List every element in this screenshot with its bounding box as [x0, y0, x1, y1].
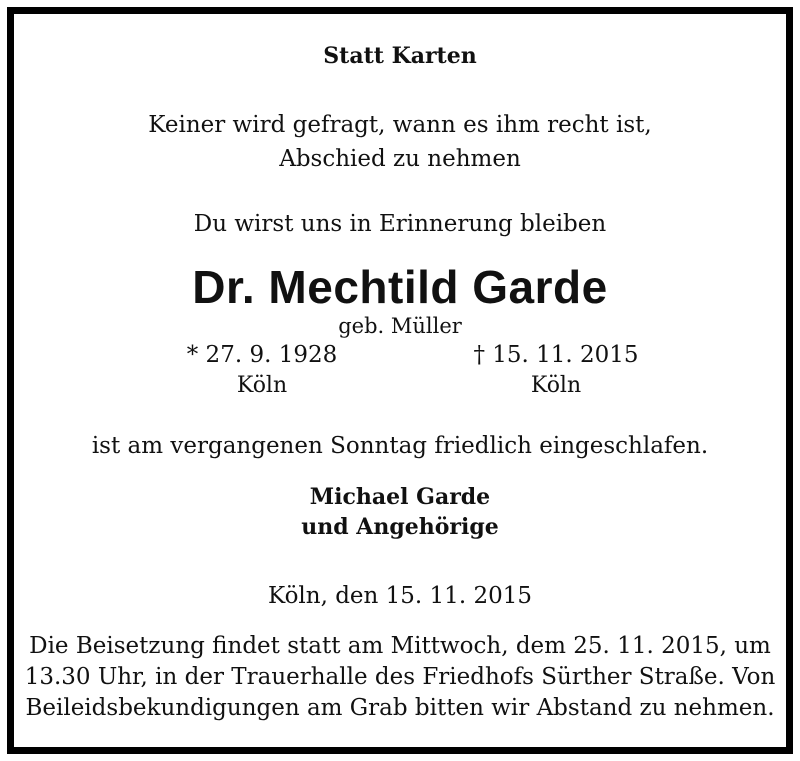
city-date-line: Köln, den 15. 11. 2015	[268, 583, 532, 609]
death-date: † 15. 11. 2015	[473, 342, 639, 368]
obituary-notice	[7, 7, 793, 754]
remembrance-line: Du wirst uns in Erinnerung bleiben	[193, 211, 607, 237]
quote-line-1: Keiner wird gefragt, wann es ihm recht ist,	[148, 112, 652, 138]
funeral-line-2: 13.30 Uhr, in der Trauerhalle des Friedhofs Sürther Straße. Von	[24, 664, 776, 690]
death-place: Köln	[530, 373, 582, 398]
quote-line-2: Abschied zu nehmen	[279, 146, 521, 172]
notice-header: Statt Karten	[323, 43, 477, 69]
family-line-1: Michael Garde	[309, 484, 491, 510]
birth-place: Köln	[236, 373, 288, 398]
funeral-line-1: Die Beisetzung findet statt am Mittwoch, dem 25. 11. 2015, um	[29, 633, 771, 659]
passed-text: ist am vergangenen Sonntag friedlich eingeschlafen.	[91, 433, 709, 459]
maiden-name: geb. Müller	[338, 314, 462, 338]
funeral-line-3: Beileidsbekundigungen am Grab bitten wir Abstand zu nehmen.	[25, 695, 775, 721]
family-line-2: und Angehörige	[301, 514, 499, 540]
birth-date: * 27. 9. 1928	[186, 342, 338, 368]
deceased-name: Dr. Mechtild Garde	[192, 261, 608, 313]
